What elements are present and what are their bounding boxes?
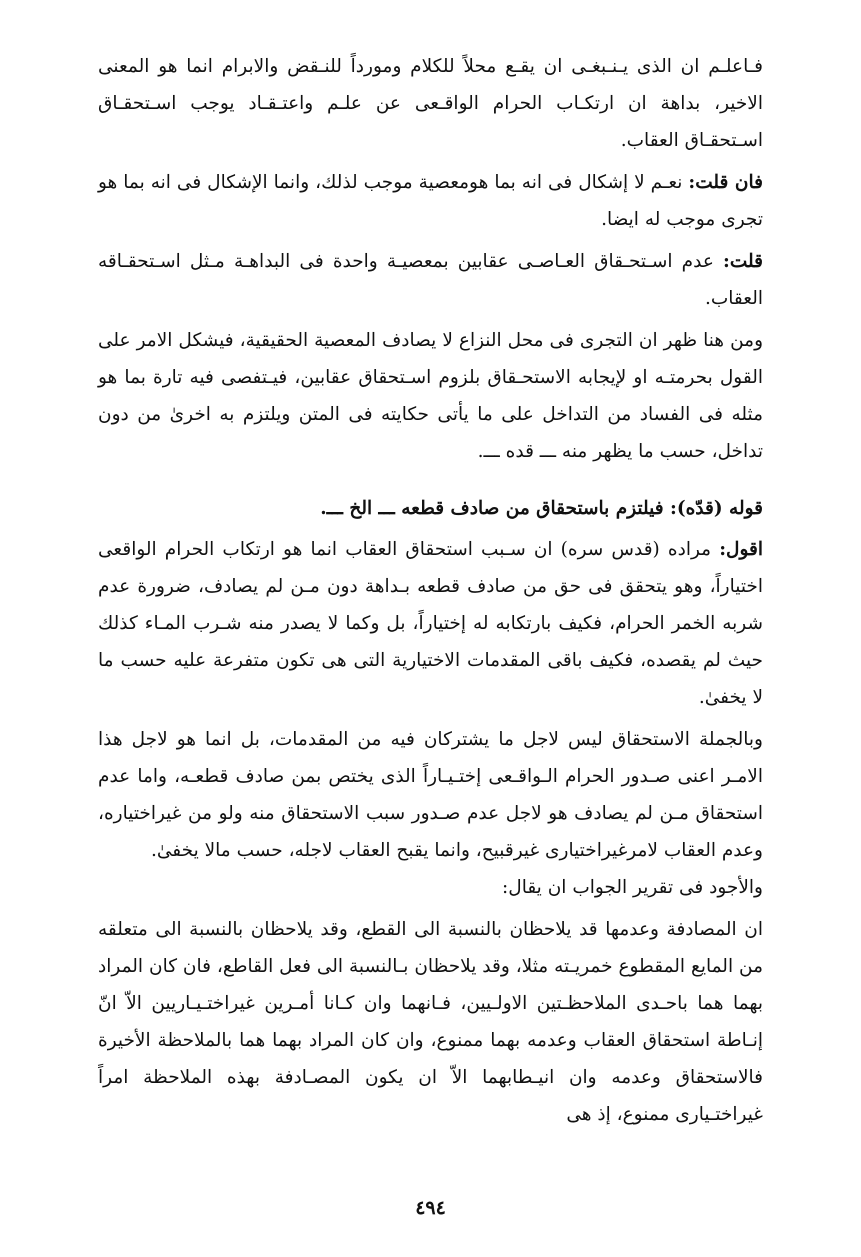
paragraph-lead: فان قلت: [688,172,763,193]
page-number: ٤٩٤ [415,1197,446,1219]
paragraph-text: والأجود فى تقرير الجواب ان يقال: [502,877,763,898]
paragraph-text: وبالجملة الاستحقاق ليس لاجل ما يشتركان فيه من المقدمات، بل انما هو لاجل هذا الامـر اعنى صـدور الحرام الـواقـعى إختـيـاراً الذى يختص بمن صادف قطعـه، واما عدم استحقاق مـن لم يصادف هو لاجل عدم صـدور سبب الاستحقاق منه ولو من غيراختياره، وعدم العقاب لامرغيراختيارى غيرقبيح، وانما يقبح العقاب لاجله، حسب مالا يخفىٰ. [98,729,763,861]
paragraph-text: ان المصادفة وعدمها قد يلاحظان بالنسبة الى القطع، وقد يلاحظان بالنسبة الى متعلقه من المايع المقطوع خمريـته مثلا، وقد يلاحظان بـالنسبة الى فعل القاطع، فان كان المراد بهما هما باحـدى الملاحظـتين الاولـيين، فـانهما وان كـانا أمـرين غيراختـيـاريين الاّ انّ إنـاطة استحقاق العقاب وعدمه بهما ممنوع، وان كان المراد بهما هما بالملاحظة الأخيرة فالاستحقاق وعدمه وان انيـطابهما الاّ ان يكون المصـادفة بهذه الملاحظة امراً غيراختـيارى ممنوع، إذ هى [98,919,763,1125]
paragraph-3 [98,243,763,317]
paragraph-text: ومن هنا ظهر ان التجرى فى محل النزاع لا يصادف المعصية الحقيقية، فيشكل الامر على القول بحرمتـه او لإيجابه الاستحـقاق بلزوم اسـتحقاق عقابين، فيـتفصى فيه تارة بما هو مثله فى الفساد من التداخل على ما يأتى حكايته فى المتن ويلتزم به اخرىٰ من دون تداخل، حسب ما يظهر منه ـــ قده ـــ. [98,330,763,462]
paragraph-1 [98,48,763,159]
paragraph-4 [98,322,763,470]
paragraph-lead: قلت: [723,251,763,272]
paragraph-text: نعـم لا إشكال فى انه بما هومعصية موجب لذلك، وانما الإشكال فى انه بما هو تجرى موجب له ايضا. [98,172,763,230]
paragraph-6 [98,721,763,869]
paragraph-text: عدم اسـتحـقاق العـاصـى عقابين بمعصيـة واحدة فى البداهـة مـثل اسـتحقـاقه العقاب. [98,251,763,309]
paragraph-text: مراده (قدس سره) ان سـبب استحقاق العقاب انما هو ارتكاب الحرام الواقعى اختياراً، وهو يتحقق فى حق من صادف قطعه بـداهة دون مـن لم يصادف، ضرورة عدم شربه الخمر الحرام، فكيف بارتكابه له إختياراً، بل وكما لا يصدر منه شـرب المـاء كذلك حيث لم يقصده، فكيف باقى المقدمات الاختيارية التى هى تكون متفرعة عليه حسب ما لا يخفىٰ. [98,539,763,708]
paragraph-7 [98,869,763,906]
paragraph-lead: اقول: [719,539,763,560]
page-body [98,48,763,1138]
paragraph-8 [98,911,763,1133]
section-heading: قوله (قدّه): فيلتزم باستحقاق من صادف قطعه ـــ الخ ـــ. [320,498,763,519]
paragraph-2 [98,164,763,238]
paragraph-5 [98,531,763,716]
paragraph-text: فـاعلـم ان الذى يـنـبغـى ان يقـع محلاً للكلام ومورداً للنـقض والابرام انما هو المعنى الاخير، بداهة ان ارتكـاب الحرام الواقـعى عن علـم واعتـقـاد يوجب اسـتحقـاق اسـتحقـاق العقاب. [98,56,763,151]
